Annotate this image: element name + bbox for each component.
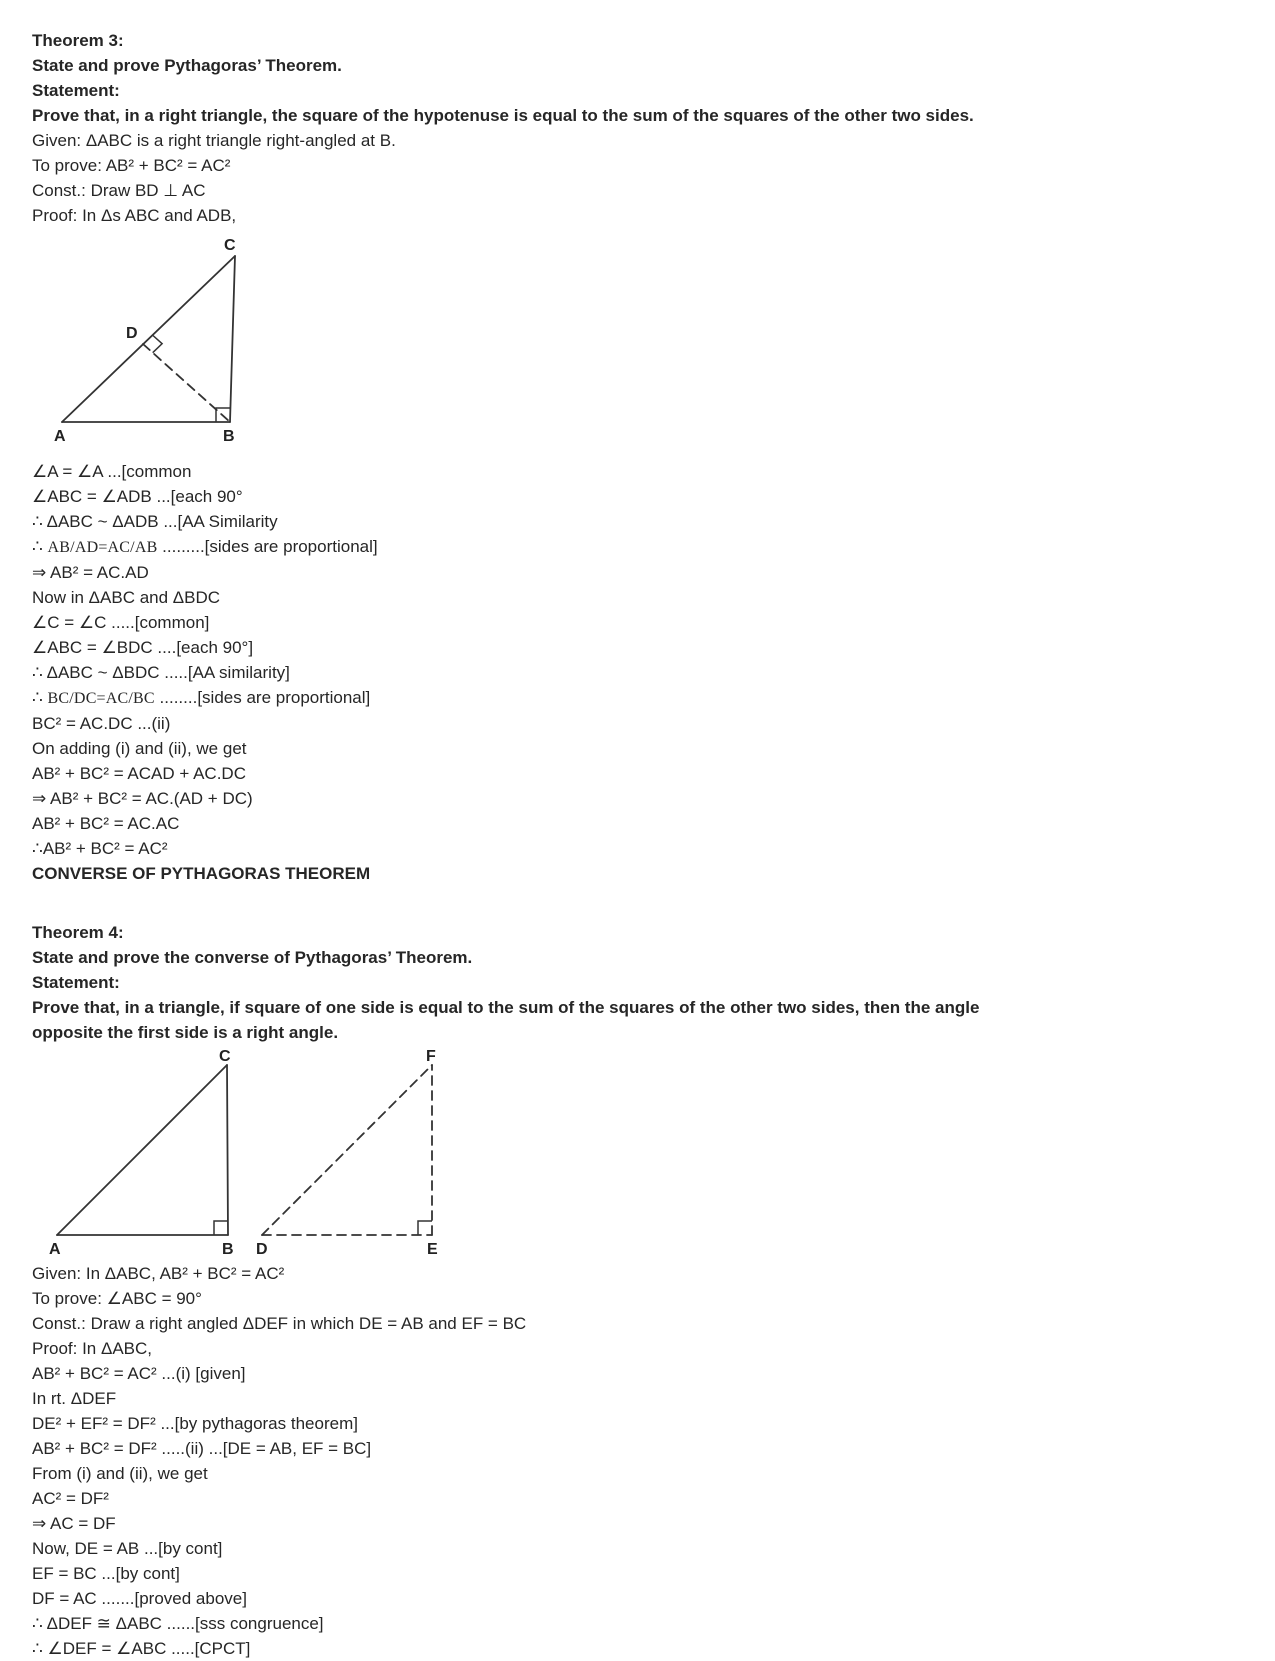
vertex-label-b: B <box>222 1241 234 1258</box>
proof-line: ∠A = ∠A ...[common <box>32 462 192 481</box>
proof-line: ∴ ∠DEF = ∠ABC .....[CPCT] <box>32 1639 251 1658</box>
theorem4-title: State and prove the converse of Pythagoras’ Theorem. <box>32 948 473 967</box>
proof-line: DF = AC .......[proved above] <box>32 1589 247 1608</box>
proof-line: In rt. ΔDEF <box>32 1389 117 1408</box>
proof-line: ⇒ AB² = AC.AD <box>32 563 149 582</box>
hypotenuse-df <box>262 1065 432 1235</box>
hypotenuse-ac <box>57 1065 227 1235</box>
right-angle-mark-e <box>418 1221 432 1235</box>
figure-triangles-abc-def <box>40 1047 480 1259</box>
proof-line: Now in ΔABC and ΔBDC <box>32 588 221 607</box>
proof-line: ∠ABC = ∠ADB ...[each 90° <box>32 487 243 506</box>
proof-ratio-line <box>32 534 1245 560</box>
theorem3-proof-intro: Proof: In Δs ABC and ADB, <box>32 206 237 225</box>
theorem3-title: State and prove Pythagoras’ Theorem. <box>32 56 342 75</box>
proof-line: EF = BC ...[by cont] <box>32 1564 180 1583</box>
proof-line: AC² = DF² <box>32 1489 109 1508</box>
altitude-db <box>143 344 230 422</box>
figure-right-triangle-abd <box>40 234 270 449</box>
theorem3-to-prove: To prove: AB² + BC² = AC² <box>32 156 231 175</box>
vertex-label-b: B <box>223 428 235 445</box>
therefore-symbol: ∴ <box>32 688 48 707</box>
proof-line: AB² + BC² = DF² .....(ii) ...[DE = AB, EF = BC] <box>32 1439 372 1458</box>
vertex-label-d: D <box>126 325 138 342</box>
ratio-expression: BC/DC=AC/BC <box>47 690 155 707</box>
proof-line: BC² = AC.DC ...(ii) <box>32 714 171 733</box>
theorem3-statement-label: Statement: <box>32 81 120 100</box>
proof-line: ⇒ AC = DF <box>32 1514 116 1533</box>
vertex-label-a: A <box>54 428 66 445</box>
proof-line: Proof: In ΔABC, <box>32 1339 153 1358</box>
proof-line: From (i) and (ii), we get <box>32 1464 208 1483</box>
theorem4-statement-line2: opposite the first side is a right angle. <box>32 1023 339 1042</box>
proof-line: AB² + BC² = AC² ...(i) [given] <box>32 1364 246 1383</box>
therefore-symbol: ∴ <box>32 537 48 556</box>
proof-line: ∴ ΔABC ~ ΔBDC .....[AA similarity] <box>32 663 290 682</box>
converse-section-heading: CONVERSE OF PYTHAGORAS THEOREM <box>32 864 371 883</box>
hypotenuse-ac <box>62 256 235 422</box>
side-bc <box>230 256 235 422</box>
vertex-label-c: C <box>224 237 236 254</box>
theorem3-heading: Theorem 3: <box>32 31 124 50</box>
right-angle-mark-b <box>214 1221 228 1235</box>
proof-line: Given: In ΔABC, AB² + BC² = AC² <box>32 1264 285 1283</box>
theorem4-statement-label: Statement: <box>32 973 120 992</box>
vertex-label-d: D <box>256 1241 268 1258</box>
proof-ratio-line <box>32 685 1245 711</box>
proof-line: ∠C = ∠C .....[common] <box>32 613 210 632</box>
proof-line: Const.: Draw a right angled ΔDEF in which DE = AB and EF = BC <box>32 1314 527 1333</box>
theorem3-construction: Const.: Draw BD ⊥ AC <box>32 181 206 200</box>
ratio-reason: ........[sides are proportional] <box>154 688 371 707</box>
proof-line: DE² + EF² = DF² ...[by pythagoras theorem] <box>32 1414 358 1433</box>
proof-line: To prove: ∠ABC = 90° <box>32 1289 202 1308</box>
vertex-label-a: A <box>49 1241 61 1258</box>
proof-line: ∴ ΔDEF ≅ ΔABC ......[sss congruence] <box>32 1614 324 1633</box>
proof-line: Now, DE = AB ...[by cont] <box>32 1539 223 1558</box>
theorem3-given: Given: ΔABC is a right triangle right-angled at B. <box>32 131 396 150</box>
theorem4-statement-line1: Prove that, in a triangle, if square of one side is equal to the sum of the squares of the other two sides, then the angle <box>32 998 980 1017</box>
side-bc <box>227 1065 228 1235</box>
proof-line: ∠ABC = ∠BDC ....[each 90°] <box>32 638 254 657</box>
section-gap <box>32 886 1245 920</box>
proof-line: ∴ ΔABC ~ ΔADB ...[AA Similarity <box>32 512 278 531</box>
ratio-expression: AB/AD=AC/AB <box>47 539 158 556</box>
theorem3-statement: Prove that, in a right triangle, the square of the hypotenuse is equal to the sum of the squares of the other two sides. <box>32 106 974 125</box>
proof-line: AB² + BC² = ACAD + AC.DC <box>32 764 246 783</box>
ratio-reason: .........[sides are proportional] <box>157 537 378 556</box>
theorem4-heading: Theorem 4: <box>32 923 124 942</box>
proof-line: On adding (i) and (ii), we get <box>32 739 247 758</box>
vertex-label-e: E <box>427 1241 438 1258</box>
vertex-label-c: C <box>219 1048 231 1065</box>
proof-line: ∴AB² + BC² = AC² <box>32 839 168 858</box>
proof-line: AB² + BC² = AC.AC <box>32 814 180 833</box>
proof-line: ⇒ AB² + BC² = AC.(AD + DC) <box>32 789 253 808</box>
right-angle-mark-d <box>152 335 162 353</box>
vertex-label-f: F <box>426 1048 436 1065</box>
